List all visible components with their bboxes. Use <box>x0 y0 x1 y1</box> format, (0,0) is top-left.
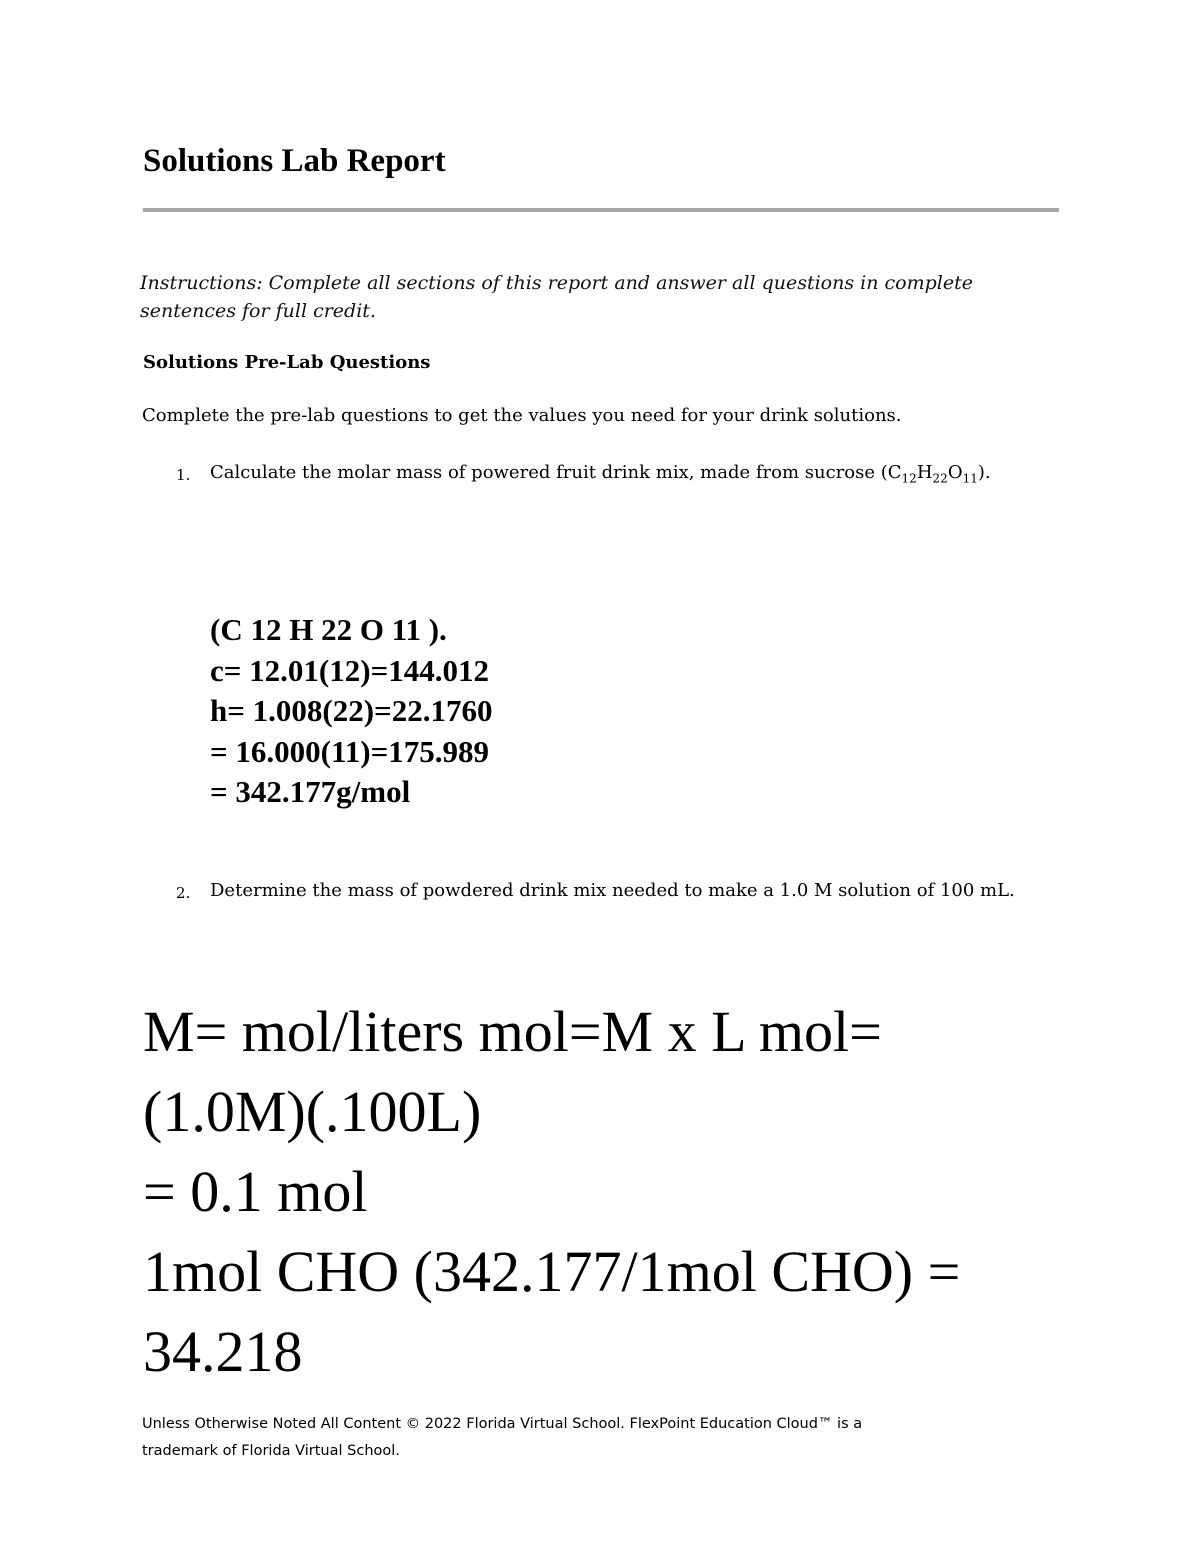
question-1-number: 1. <box>176 466 191 484</box>
answer-2-line: = 0.1 mol <box>143 1159 368 1224</box>
answer-2-line: 34.218 <box>143 1319 303 1384</box>
answer-2-line: 1mol CHO (342.177/1mol CHO) = <box>143 1239 961 1304</box>
question-2-number: 2. <box>176 884 191 902</box>
answer-2-work <box>143 992 1073 1392</box>
copyright-footer <box>142 1411 862 1465</box>
answer-2-line: (1.0M)(.100L) <box>143 1079 482 1144</box>
instructions-text: Instructions: Complete all sections of this report and answer all questions in complete sentences for full credit. <box>140 272 973 322</box>
answer-1-line: = 342.177g/mol <box>210 774 411 809</box>
question-1-text: Calculate the molar mass of powered fruit drink mix, made from sucrose $(C_{12}H_{22}O_{11})$. <box>210 462 991 486</box>
answer-1-line: c= 12.01(12)=144.012 <box>210 652 489 688</box>
answer-2-line: M= mol/liters mol=M x L mol= <box>143 999 882 1064</box>
title-divider <box>143 208 1059 212</box>
answer-1-line: (C 12 H 22 O 11 ). <box>210 612 447 647</box>
answer-1-work <box>210 610 492 813</box>
prelab-intro: Complete the pre-lab questions to get the values you need for your drink solutions. <box>142 405 902 426</box>
answer-1-line: = 16.000(11)=175.989 <box>210 733 490 769</box>
answer-1-line: h= 1.008(22)=22.1760 <box>210 693 493 728</box>
question-2-text: Determine the mass of powdered drink mix needed to make a 1.0 M solution of 100 mL. <box>210 880 1015 901</box>
footer-line: trademark of Florida Virtual School. <box>142 1443 400 1459</box>
prelab-heading: Solutions Pre-Lab Questions <box>143 352 431 373</box>
footer-line: Unless Otherwise Noted All Content © 2022 Florida Virtual School. FlexPoint Education Cloud™ is a <box>142 1416 863 1432</box>
document-title: Solutions Lab Report <box>143 143 446 179</box>
